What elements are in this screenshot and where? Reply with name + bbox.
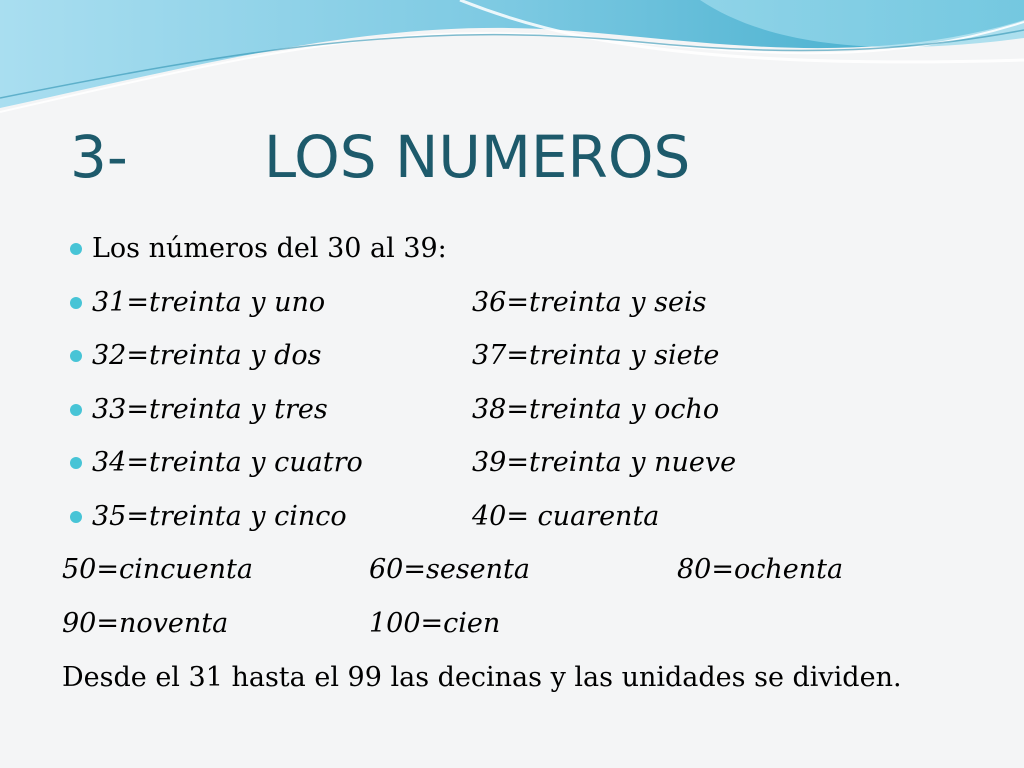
number-right: 40= cuarenta: [472, 500, 660, 532]
number-right: 39=treinta y nueve: [472, 447, 737, 478]
bullet-dot-icon: [70, 243, 82, 255]
tens-value: 60=sesenta: [369, 554, 530, 585]
bullet-pair: [62, 436, 1002, 490]
title-number: 3-: [70, 123, 128, 191]
number-right: 36=treinta y seis: [472, 286, 707, 318]
bullet-dot-icon: [70, 404, 82, 416]
bullet-pair: [62, 490, 1002, 544]
bullet-pair: [62, 329, 1002, 383]
tens-value: 100=cien: [369, 607, 501, 639]
number-left: 33=treinta y tres: [92, 393, 328, 425]
bullet-intro: [62, 222, 1002, 276]
tens-block: [62, 543, 1002, 698]
tens-row: [62, 597, 1002, 651]
bullet-dot-icon: [70, 297, 82, 309]
wave-banner: [0, 0, 1024, 140]
number-right: 37=treinta y siete: [472, 340, 720, 371]
title-text: LOS NUMEROS: [263, 123, 691, 191]
bullet-pair: [62, 276, 1002, 330]
number-left: 32=treinta y dos: [92, 340, 322, 371]
bullet-dot-icon: [70, 457, 82, 469]
tens-row: [62, 543, 1002, 597]
numbers-bullet-list: [62, 222, 1002, 543]
number-left: 34=treinta y cuatro: [92, 447, 363, 478]
slide-title: [70, 123, 691, 191]
number-right: 38=treinta y ocho: [472, 393, 720, 425]
bullet-dot-icon: [70, 350, 82, 362]
bullet-dot-icon: [70, 511, 82, 523]
bullet-pair: [62, 383, 1002, 437]
intro-text: Los números del 30 al 39:: [92, 233, 447, 264]
number-left: 35=treinta y cinco: [92, 500, 347, 532]
tens-value: 90=noventa: [62, 607, 229, 639]
tens-value: 80=ochenta: [677, 554, 844, 585]
closing-note: Desde el 31 hasta el 99 las decinas y las unidades se dividen.: [62, 662, 902, 693]
tens-value: 50=cincuenta: [62, 554, 253, 585]
number-left: 31=treinta y uno: [92, 286, 326, 318]
